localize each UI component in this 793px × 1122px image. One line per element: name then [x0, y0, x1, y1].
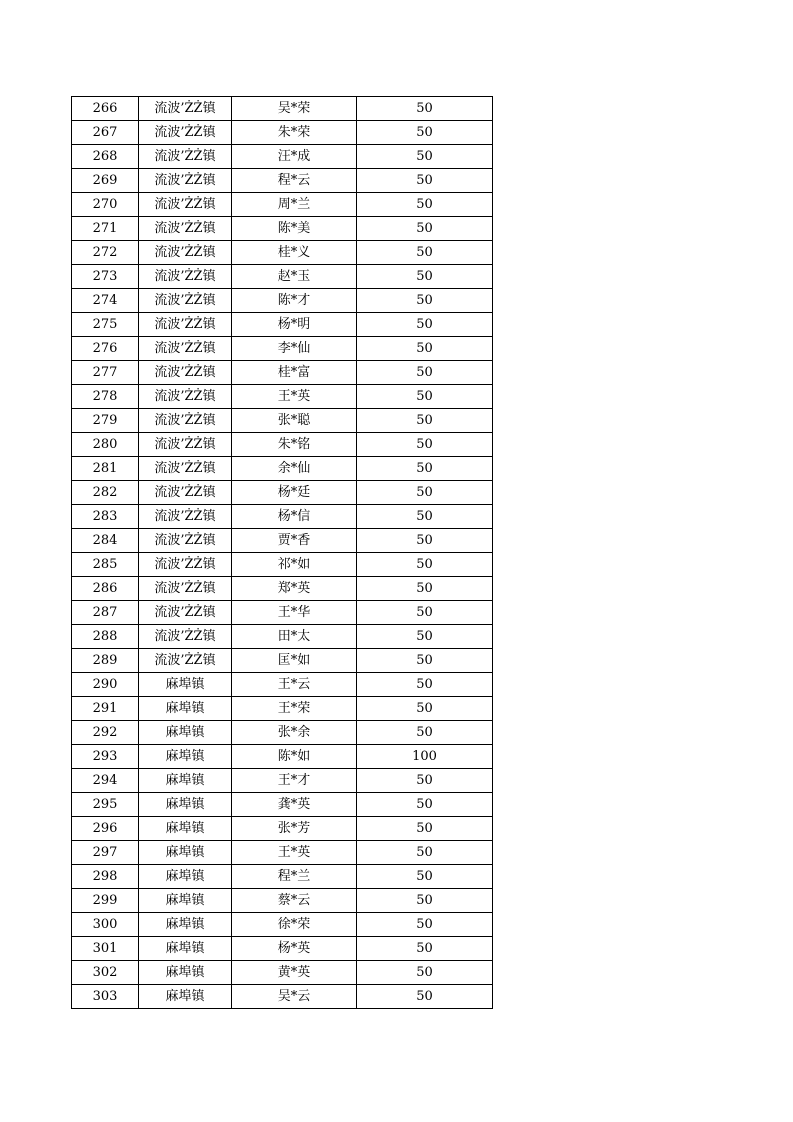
name-cell: 杨*信	[232, 505, 357, 529]
name-cell: 张*余	[232, 721, 357, 745]
town-cell: 麻埠镇	[139, 721, 232, 745]
row-number-cell: 298	[72, 865, 139, 889]
amount-cell: 50	[357, 217, 493, 241]
name-cell: 陈*如	[232, 745, 357, 769]
name-cell: 桂*富	[232, 361, 357, 385]
row-number-cell: 281	[72, 457, 139, 481]
name-cell: 王*荣	[232, 697, 357, 721]
row-number-cell: 278	[72, 385, 139, 409]
row-number-cell: 299	[72, 889, 139, 913]
row-number-cell: 283	[72, 505, 139, 529]
row-number-cell: 279	[72, 409, 139, 433]
row-number-cell: 302	[72, 961, 139, 985]
name-cell: 徐*荣	[232, 913, 357, 937]
name-cell: 吴*云	[232, 985, 357, 1009]
town-cell: 流波’ŻŻ镇	[139, 433, 232, 457]
table-row	[72, 457, 493, 481]
amount-cell: 50	[357, 505, 493, 529]
amount-cell: 50	[357, 817, 493, 841]
row-number-cell: 293	[72, 745, 139, 769]
amount-cell: 50	[357, 553, 493, 577]
amount-cell: 50	[357, 337, 493, 361]
name-cell: 祁*如	[232, 553, 357, 577]
row-number-cell: 287	[72, 601, 139, 625]
row-number-cell: 271	[72, 217, 139, 241]
amount-cell: 50	[357, 169, 493, 193]
table-row	[72, 601, 493, 625]
name-cell: 郑*英	[232, 577, 357, 601]
name-cell: 杨*廷	[232, 481, 357, 505]
table-row	[72, 697, 493, 721]
amount-cell: 50	[357, 385, 493, 409]
row-number-cell: 294	[72, 769, 139, 793]
town-cell: 流波’ŻŻ镇	[139, 457, 232, 481]
town-cell: 流波’ŻŻ镇	[139, 217, 232, 241]
amount-cell: 50	[357, 121, 493, 145]
town-cell: 流波’ŻŻ镇	[139, 337, 232, 361]
name-cell: 张*芳	[232, 817, 357, 841]
amount-cell: 50	[357, 865, 493, 889]
town-cell: 麻埠镇	[139, 937, 232, 961]
name-cell: 程*云	[232, 169, 357, 193]
table-row	[72, 793, 493, 817]
town-cell: 麻埠镇	[139, 697, 232, 721]
row-number-cell: 269	[72, 169, 139, 193]
name-cell: 余*仙	[232, 457, 357, 481]
row-number-cell: 282	[72, 481, 139, 505]
name-cell: 黄*英	[232, 961, 357, 985]
table-row	[72, 505, 493, 529]
row-number-cell: 275	[72, 313, 139, 337]
row-number-cell: 290	[72, 673, 139, 697]
table-row	[72, 265, 493, 289]
row-number-cell: 288	[72, 625, 139, 649]
town-cell: 麻埠镇	[139, 673, 232, 697]
row-number-cell: 267	[72, 121, 139, 145]
name-cell: 陈*美	[232, 217, 357, 241]
amount-cell: 50	[357, 241, 493, 265]
name-cell: 龚*英	[232, 793, 357, 817]
amount-cell: 50	[357, 793, 493, 817]
table-row	[72, 817, 493, 841]
name-cell: 王*英	[232, 841, 357, 865]
amount-cell: 50	[357, 577, 493, 601]
town-cell: 流波’ŻŻ镇	[139, 601, 232, 625]
name-cell: 赵*玉	[232, 265, 357, 289]
name-cell: 蔡*云	[232, 889, 357, 913]
name-cell: 田*太	[232, 625, 357, 649]
town-cell: 流波’ŻŻ镇	[139, 289, 232, 313]
row-number-cell: 274	[72, 289, 139, 313]
town-cell: 麻埠镇	[139, 913, 232, 937]
row-number-cell: 266	[72, 97, 139, 121]
town-cell: 流波’ŻŻ镇	[139, 193, 232, 217]
amount-cell: 50	[357, 265, 493, 289]
amount-cell: 50	[357, 913, 493, 937]
town-cell: 流波’ŻŻ镇	[139, 313, 232, 337]
row-number-cell: 273	[72, 265, 139, 289]
amount-cell: 50	[357, 697, 493, 721]
town-cell: 流波’ŻŻ镇	[139, 625, 232, 649]
roster-table-body	[72, 97, 493, 1009]
amount-cell: 50	[357, 97, 493, 121]
table-row	[72, 169, 493, 193]
amount-cell: 50	[357, 457, 493, 481]
name-cell: 周*兰	[232, 193, 357, 217]
table-row	[72, 337, 493, 361]
table-row	[72, 385, 493, 409]
table-row	[72, 721, 493, 745]
table-row	[72, 937, 493, 961]
name-cell: 朱*荣	[232, 121, 357, 145]
town-cell: 流波’ŻŻ镇	[139, 577, 232, 601]
amount-cell: 50	[357, 313, 493, 337]
row-number-cell: 286	[72, 577, 139, 601]
amount-cell: 50	[357, 937, 493, 961]
name-cell: 李*仙	[232, 337, 357, 361]
town-cell: 流波’ŻŻ镇	[139, 97, 232, 121]
amount-cell: 50	[357, 601, 493, 625]
table-row	[72, 193, 493, 217]
table-row	[72, 433, 493, 457]
row-number-cell: 284	[72, 529, 139, 553]
table-row	[72, 241, 493, 265]
town-cell: 流波’ŻŻ镇	[139, 505, 232, 529]
amount-cell: 100	[357, 745, 493, 769]
table-row	[72, 745, 493, 769]
row-number-cell: 296	[72, 817, 139, 841]
row-number-cell: 292	[72, 721, 139, 745]
name-cell: 朱*铭	[232, 433, 357, 457]
row-number-cell: 272	[72, 241, 139, 265]
table-row	[72, 577, 493, 601]
town-cell: 流波’ŻŻ镇	[139, 241, 232, 265]
table-row	[72, 985, 493, 1009]
town-cell: 流波’ŻŻ镇	[139, 481, 232, 505]
name-cell: 王*英	[232, 385, 357, 409]
table-row	[72, 145, 493, 169]
town-cell: 麻埠镇	[139, 889, 232, 913]
table-row	[72, 289, 493, 313]
row-number-cell: 300	[72, 913, 139, 937]
name-cell: 杨*明	[232, 313, 357, 337]
row-number-cell: 289	[72, 649, 139, 673]
name-cell: 陈*才	[232, 289, 357, 313]
amount-cell: 50	[357, 625, 493, 649]
name-cell: 吴*荣	[232, 97, 357, 121]
row-number-cell: 301	[72, 937, 139, 961]
amount-cell: 50	[357, 841, 493, 865]
row-number-cell: 285	[72, 553, 139, 577]
amount-cell: 50	[357, 193, 493, 217]
amount-cell: 50	[357, 721, 493, 745]
table-row	[72, 961, 493, 985]
table-row	[72, 913, 493, 937]
town-cell: 麻埠镇	[139, 985, 232, 1009]
amount-cell: 50	[357, 985, 493, 1009]
name-cell: 张*聪	[232, 409, 357, 433]
table-row	[72, 361, 493, 385]
town-cell: 麻埠镇	[139, 745, 232, 769]
town-cell: 流波’ŻŻ镇	[139, 649, 232, 673]
amount-cell: 50	[357, 481, 493, 505]
amount-cell: 50	[357, 673, 493, 697]
town-cell: 流波’ŻŻ镇	[139, 121, 232, 145]
row-number-cell: 268	[72, 145, 139, 169]
table-row	[72, 889, 493, 913]
town-cell: 流波’ŻŻ镇	[139, 361, 232, 385]
name-cell: 贾*香	[232, 529, 357, 553]
town-cell: 麻埠镇	[139, 769, 232, 793]
amount-cell: 50	[357, 289, 493, 313]
town-cell: 麻埠镇	[139, 817, 232, 841]
table-row	[72, 481, 493, 505]
table-row	[72, 121, 493, 145]
town-cell: 麻埠镇	[139, 865, 232, 889]
town-cell: 流波’ŻŻ镇	[139, 145, 232, 169]
amount-cell: 50	[357, 433, 493, 457]
table-row	[72, 649, 493, 673]
table-row	[72, 841, 493, 865]
table-row	[72, 529, 493, 553]
table-row	[72, 553, 493, 577]
town-cell: 流波’ŻŻ镇	[139, 553, 232, 577]
amount-cell: 50	[357, 409, 493, 433]
town-cell: 麻埠镇	[139, 841, 232, 865]
roster-table	[71, 96, 493, 1009]
row-number-cell: 280	[72, 433, 139, 457]
table-row	[72, 97, 493, 121]
town-cell: 流波’ŻŻ镇	[139, 385, 232, 409]
name-cell: 汪*成	[232, 145, 357, 169]
row-number-cell: 297	[72, 841, 139, 865]
name-cell: 杨*英	[232, 937, 357, 961]
name-cell: 王*华	[232, 601, 357, 625]
table-row	[72, 625, 493, 649]
town-cell: 流波’ŻŻ镇	[139, 169, 232, 193]
row-number-cell: 277	[72, 361, 139, 385]
town-cell: 麻埠镇	[139, 793, 232, 817]
table-row	[72, 313, 493, 337]
table-row	[72, 673, 493, 697]
row-number-cell: 270	[72, 193, 139, 217]
name-cell: 桂*义	[232, 241, 357, 265]
table-row	[72, 217, 493, 241]
name-cell: 匡*如	[232, 649, 357, 673]
amount-cell: 50	[357, 529, 493, 553]
table-row	[72, 769, 493, 793]
town-cell: 麻埠镇	[139, 961, 232, 985]
row-number-cell: 295	[72, 793, 139, 817]
name-cell: 王*云	[232, 673, 357, 697]
name-cell: 程*兰	[232, 865, 357, 889]
town-cell: 流波’ŻŻ镇	[139, 529, 232, 553]
amount-cell: 50	[357, 649, 493, 673]
row-number-cell: 291	[72, 697, 139, 721]
row-number-cell: 276	[72, 337, 139, 361]
amount-cell: 50	[357, 961, 493, 985]
table-row	[72, 409, 493, 433]
amount-cell: 50	[357, 769, 493, 793]
amount-cell: 50	[357, 361, 493, 385]
town-cell: 流波’ŻŻ镇	[139, 409, 232, 433]
amount-cell: 50	[357, 145, 493, 169]
amount-cell: 50	[357, 889, 493, 913]
name-cell: 王*才	[232, 769, 357, 793]
row-number-cell: 303	[72, 985, 139, 1009]
table-row	[72, 865, 493, 889]
town-cell: 流波’ŻŻ镇	[139, 265, 232, 289]
